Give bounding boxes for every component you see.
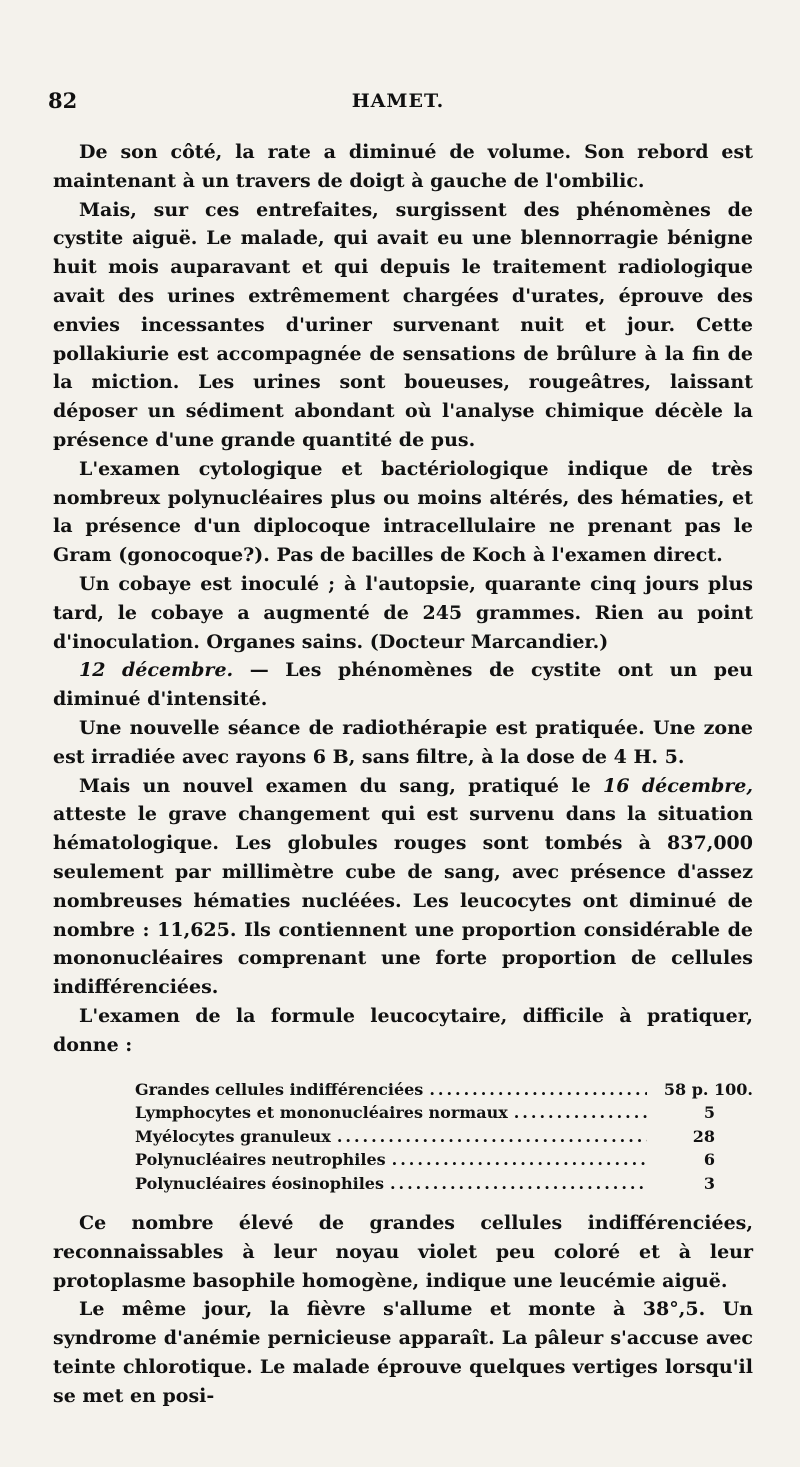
paragraph-december-12 (53, 656, 753, 714)
leukocyte-formula-table (135, 1078, 753, 1196)
table-row (135, 1101, 753, 1125)
table-row-label: Polynucléaires éosinophiles (135, 1173, 384, 1193)
date-december-12: 12 décembre. (79, 659, 234, 682)
table-row (135, 1078, 753, 1102)
table-row-value: 28 (692, 1126, 715, 1146)
table-row-label: Polynucléaires neutrophiles (135, 1150, 386, 1169)
table-row (135, 1125, 753, 1149)
date-december-16: 16 décembre, (603, 774, 753, 797)
table-row (135, 1172, 753, 1196)
page-number: 82 (48, 88, 78, 113)
leader-dots (337, 1125, 647, 1149)
paragraph-guinea-pig: Un cobaye est inoculé ; à l'autopsie, quarante cinq jours plus tard, le cobaye a augmenté de 245 grammes. Rien au point d'inoculation. Organes sains. (Docteur Marcandier.) (53, 572, 753, 653)
table-row-label: Lymphocytes et mononucléaires normaux (135, 1103, 508, 1122)
table-row-value: 6 (703, 1150, 715, 1169)
paragraph-cytology: L'examen cytologique et bactériologique indique de très nombreux polynucléaires plus ou moins altérés, des hématies, et la présence d'un diplocoque intracellulaire ne prenant pas le Gram (gonocoque?). Pas de bacilles de Koch à l'examen direct. (53, 457, 753, 567)
leader-dots (514, 1101, 647, 1125)
paragraph-interpretation: Ce nombre élevé de grandes cellules indifférenciées, reconnaissables à leur noyau violet peu coloré et à leur protoplasme basophile homogène, indique une leucémie aiguë. (53, 1212, 753, 1292)
table-row-value: 3 (703, 1173, 715, 1193)
paragraph-blood-exam-b: atteste le grave changement qui est survenu dans la situation hématologique. Les globules rouges sont tombés à 837,000 seulement par millimètre cube de sang, avec présence d'assez nombreuses hématies nucléées. Les leucocytes ont diminué de nombre : 11,625. Ils contiennent une proportion considérable de mononucléaires comprenant une forte proportion de cellules indifférenciées. (53, 803, 753, 999)
page-header (48, 88, 748, 118)
paragraph-cystitis: Mais, sur ces entrefaites, surgissent des phénomènes de cystite aiguë. Le malade, qui avait eu une blennorragie bénigne huit mois auparavant et qui depuis le traitement radiologique avait des urines extrêmement chargées d'urates, éprouve des envies incessantes d'uriner survenant nuit et jour. Cette pollakiurie est accompagnée de sensations de brûlure à la fin de la miction. Les urines sont boueuses, rougeâtres, laissant déposer un sédiment abondant où l'analyse chimique décèle la présence d'une grande quantité de pus. (53, 198, 753, 451)
paragraph-spleen: De son côté, la rate a diminué de volume. Son rebord est maintenant à un travers de doigt à gauche de l'ombilic. (53, 141, 753, 192)
paragraph-formula-intro: L'examen de la formule leucocytaire, difficile à pratiquer, donne : (53, 1004, 753, 1056)
table-row (135, 1148, 753, 1172)
page-body (53, 138, 753, 1411)
table-row-label: Grandes cellules indifférenciées (135, 1079, 424, 1099)
table-row-label: Myélocytes granuleux (135, 1126, 331, 1146)
paragraph-fever: Le même jour, la fièvre s'allume et monte à 38°,5. Un syndrome d'anémie pernicieuse apparaît. La pâleur s'accuse avec teinte chlorotique. Le malade éprouve quelques vertiges lorsqu'il se met en posi- (53, 1298, 753, 1407)
paragraph-blood-exam-a: Mais un nouvel examen du sang, pratiqué le (79, 774, 604, 797)
leader-dots (390, 1172, 647, 1196)
leader-dots (429, 1078, 647, 1102)
table-row-value: 5 (703, 1103, 715, 1122)
running-head: HAMET. (351, 90, 445, 112)
table-row-value: 58 p. 100. (663, 1079, 753, 1099)
paragraph-december-12-text: — Les phénomènes de cystite ont un peu diminué d'intensité. (53, 659, 753, 711)
paragraph-blood-exam (53, 772, 753, 1002)
leader-dots (392, 1148, 647, 1172)
paragraph-radiotherapy: Une nouvelle séance de radiothérapie est pratiquée. Une zone est irradiée avec rayons 6 B, sans filtre, à la dose de 4 H. 5. (53, 716, 753, 768)
